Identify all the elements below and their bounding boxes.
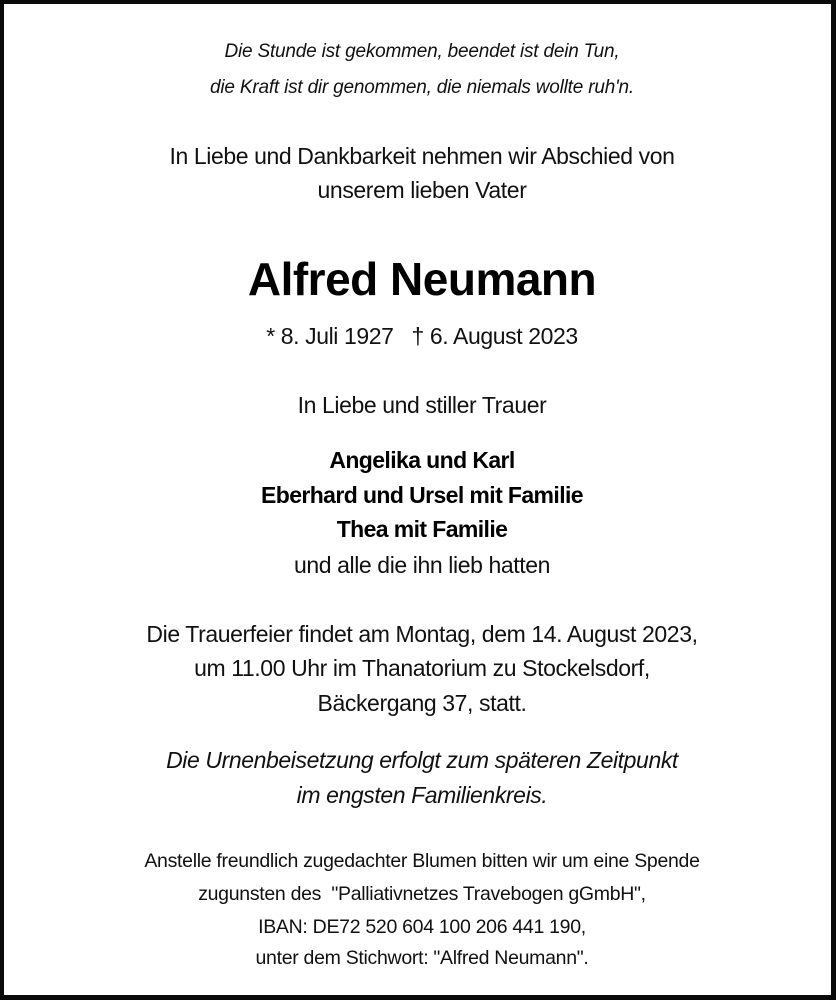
- mourner-3: Thea mit Familie: [336, 516, 508, 542]
- donation-line-1: Anstelle freundlich zugedachter Blumen bitten wir um eine Spende: [144, 850, 700, 872]
- mourner-1: Angelika und Karl: [329, 447, 515, 473]
- ceremony-line-2: um 11.00 Uhr im Thanatorium zu Stockelsdorf,: [194, 655, 650, 681]
- intro-line-2: unserem lieben Vater: [317, 177, 527, 203]
- intro-line-1: In Liebe und Dankbarkeit nehmen wir Abschied von: [169, 143, 675, 169]
- poem-line-1: Die Stunde ist gekommen, beendet ist dein Tun,: [224, 41, 620, 62]
- donation-iban: IBAN: DE72 520 604 100 206 441 190,: [258, 916, 586, 938]
- donation-line-2: zugunsten des "Palliativnetzes Travebogen gGmbH",: [198, 883, 646, 905]
- urn-burial-line-1: Die Urnenbeisetzung erfolgt zum späteren Zeitpunkt: [166, 747, 678, 773]
- ceremony-line-1: Die Trauerfeier findet am Montag, dem 14. August 2023,: [146, 621, 698, 647]
- mourner-2: Eberhard und Ursel mit Familie: [261, 482, 583, 508]
- life-dates: * 8. Juli 1927 † 6. August 2023: [266, 323, 578, 349]
- donation-keyword: unter dem Stichwort: "Alfred Neumann".: [255, 947, 589, 969]
- urn-burial-line-2: im engsten Familienkreis.: [296, 782, 548, 808]
- mourning-closing: und alle die ihn lieb hatten: [293, 552, 551, 578]
- poem-line-2: die Kraft ist dir genommen, die niemals wollte ruh'n.: [210, 77, 634, 98]
- deceased-name: Alfred Neumann: [247, 253, 597, 305]
- mourning-heading: In Liebe und stiller Trauer: [297, 392, 547, 418]
- ceremony-line-3: Bäckergang 37, statt.: [317, 690, 527, 716]
